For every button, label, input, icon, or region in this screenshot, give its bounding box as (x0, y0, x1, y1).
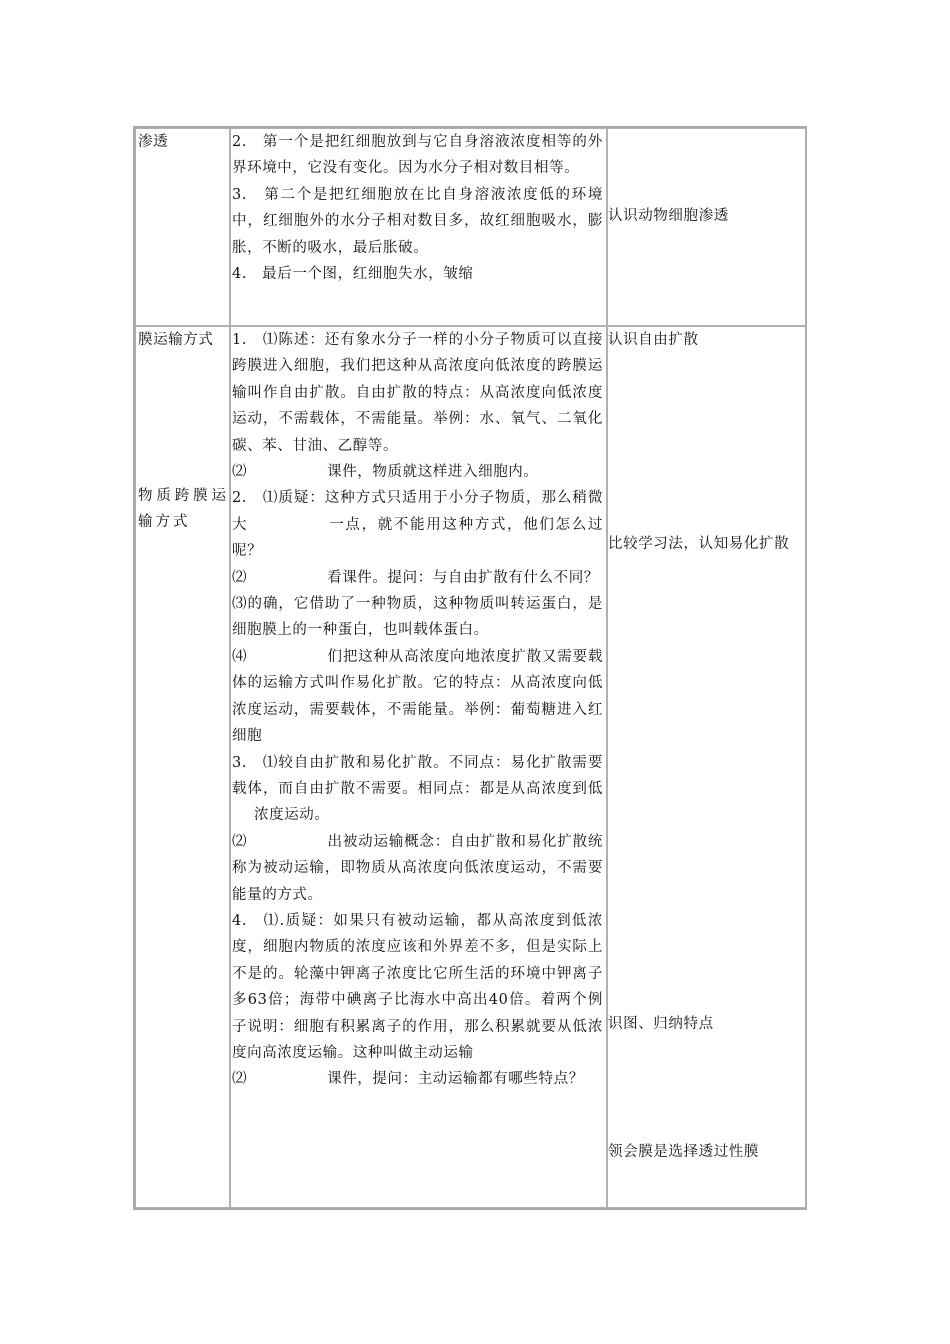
cell-content-osmosis (230, 128, 607, 326)
topic-label: 渗透 (138, 134, 169, 150)
item-text: 课件，物质就这样进入细胞内。 (327, 464, 539, 481)
topic-label: 膜运输方式 (138, 332, 214, 348)
paragraph (232, 829, 603, 908)
cell-topic-transport (135, 326, 230, 1208)
paragraph (232, 459, 603, 485)
cell-content-transport (230, 326, 607, 1208)
note-text: 领会膜是选择透过性膜 (608, 1144, 759, 1160)
paragraph (232, 485, 603, 564)
paragraph: 4. ⑴.质疑：如果只有被动运输，都从高浓度到低浓度，细胞内物质的浓度应该和外界差不多，但是实际上不是的。轮藻中钾离子浓度比它所生活的环境中钾离子多63倍；海带中碘离子比海水中高出40倍。着两个例子说明：细胞有积累离子的作用，那么积累就要从低浓度向高浓度运输。这种叫做主动运输 (232, 912, 603, 1061)
item-text: 3. ⑴较自由扩散和易化扩散。不同点：易化扩散需要载体，而自由扩散不需要。相同点：都是从高浓度到低 (232, 754, 603, 797)
item-text: 浓度运动。 (254, 807, 330, 824)
note-text: 识图、归纳特点 (608, 1016, 714, 1032)
paragraph: ⑶的确，它借助了一种物质，这种物质叫转运蛋白，是细胞膜上的一种蛋白，也叫载体蛋白。 (232, 596, 603, 639)
note-text: 认识自由扩散 (608, 332, 699, 348)
item-text: 课件，提问：主动运输都有哪些特点？ (327, 1071, 584, 1088)
paragraph (232, 750, 603, 829)
content-text (232, 129, 603, 287)
paragraph: 1. ⑴陈述：还有象水分子一样的小分子物质可以直接跨膜进入细胞，我们把这种从高浓度向低浓度的跨膜运输叫作自由扩散。自由扩散的特点：从高浓度向低浓度运动，不需载体，不需能量。举例：水、氧气、二氧化碳、苯、甘油、乙醇等。 (232, 332, 603, 454)
paragraph (232, 565, 603, 591)
paragraph (232, 1066, 603, 1092)
paragraph: 2. 第一个是把红细胞放到与它自身溶液浓度相等的外界环境中，它没有变化。因为水分子相对数目相等。 (232, 134, 603, 177)
item-text: 2. ⑴质疑：这种方式只适用于小分子物质，那么稍微大 (232, 490, 603, 533)
item-number: ⑵ (232, 833, 248, 850)
item-text: 看课件。提问：与自由扩散有什么不同？ (327, 569, 599, 586)
item-number: ⑷ (232, 648, 248, 665)
paragraph (232, 644, 603, 750)
paragraph: 3. 第二个是把红细胞放在比自身溶液浓度低的环境中，红细胞外的水分子相对数目多，故红细胞吸水，膨胀，不断的吸水，最后胀破。 (232, 186, 603, 256)
item-text: 一点，就不能用这种方式，他们怎么过呢？ (232, 516, 603, 560)
item-text: 们把这种从高浓度向地浓度扩散又需要载体的运输方式叫作易化扩散。它的特点：从高浓度向低浓度运动，需要载体，不需能量。举例：葡萄糖进入红细胞 (232, 648, 603, 745)
topic-label-secondary: 物质跨膜运输方式 (138, 488, 229, 531)
note-text: 认识动物细胞渗透 (608, 208, 729, 224)
cell-note-osmosis (607, 128, 807, 326)
item-text: 出被动运输概念：自由扩散和易化扩散统称为被动运输，即物质从高浓度向低浓度运动，不需要能量的方式。 (232, 833, 603, 903)
item-number: ⑵ (232, 569, 248, 586)
content-text (232, 327, 603, 1093)
lesson-plan-table (133, 126, 807, 1210)
paragraph: 4. 最后一个图，红细胞失水，皱缩 (232, 266, 474, 283)
note-text: 比较学习法，认知易化扩散 (608, 536, 790, 552)
item-number: ⑵ (232, 464, 248, 481)
item-number: ⑵ (232, 1071, 248, 1088)
cell-notes-transport (607, 326, 807, 1208)
cell-topic-osmosis (135, 128, 230, 326)
